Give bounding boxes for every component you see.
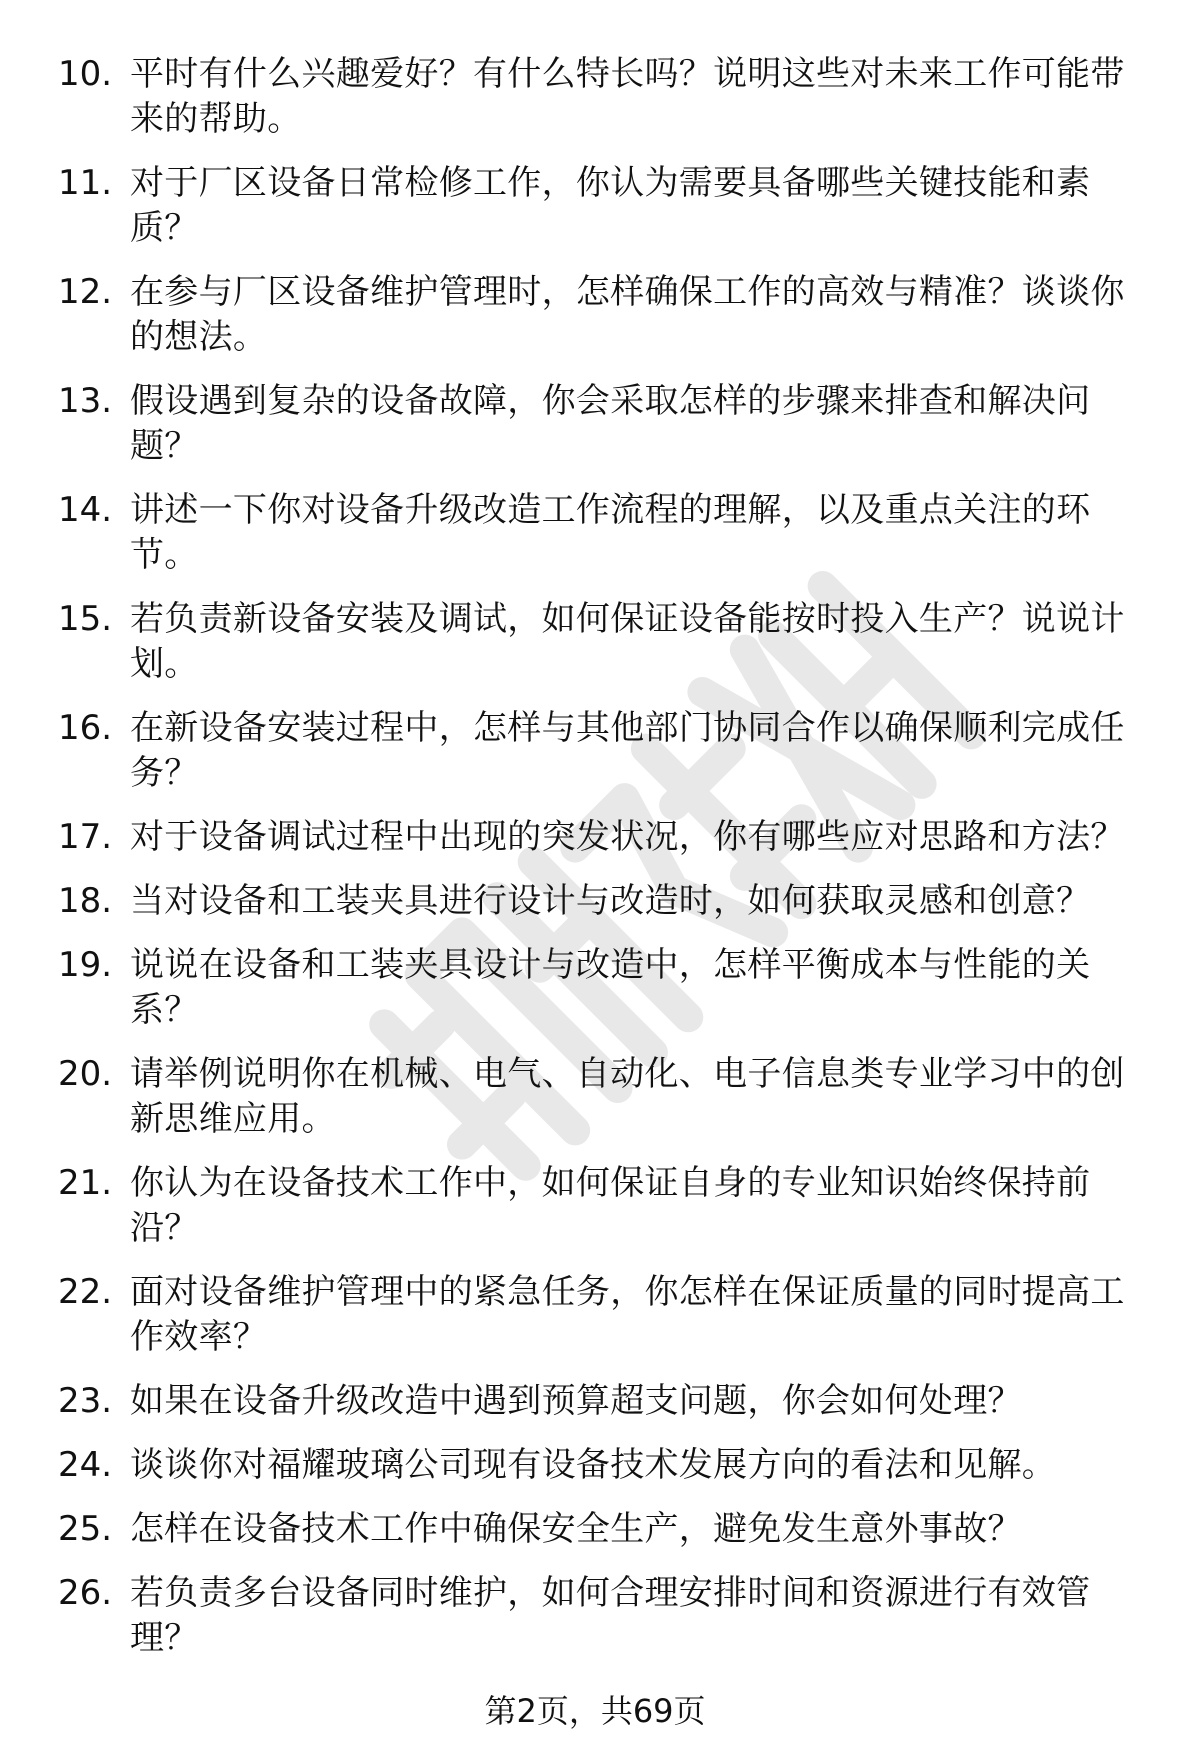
question-item [58, 1507, 1148, 1552]
question-number: 25. [58, 1509, 113, 1549]
question-text: 讲述一下你对设备升级改造工作流程的理解，以及重点关注的环节。 [130, 490, 1091, 575]
question-text: 说说在设备和工装夹具设计与改造中，怎样平衡成本与性能的关系？ [130, 945, 1091, 1030]
page-number-label: 第2页，共69页 [484, 1692, 706, 1730]
question-text: 请举例说明你在机械、电气、自动化、电子信息类专业学习中的创新思维应用。 [130, 1054, 1125, 1139]
question-item [58, 706, 1148, 796]
question-text: 谈谈你对福耀玻璃公司现有设备技术发展方向的看法和见解。 [130, 1445, 1057, 1485]
question-text: 假设遇到复杂的设备故障，你会采取怎样的步骤来排查和解决问题？ [130, 381, 1091, 466]
question-item [58, 379, 1148, 469]
question-item [58, 270, 1148, 360]
question-text: 若负责多台设备同时维护，如何合理安排时间和资源进行有效管理？ [130, 1573, 1091, 1658]
question-item [58, 1571, 1148, 1661]
question-text: 在新设备安装过程中，怎样与其他部门协同合作以确保顺利完成任务？ [130, 708, 1125, 793]
question-item [58, 943, 1148, 1033]
question-item [58, 1161, 1148, 1251]
question-number: 23. [58, 1381, 113, 1421]
question-number: 13. [58, 381, 113, 421]
question-item [58, 815, 1148, 860]
question-number: 17. [58, 817, 113, 857]
question-number: 15. [58, 599, 113, 639]
question-text: 如果在设备升级改造中遇到预算超支问题，你会如何处理？ [130, 1381, 1022, 1421]
question-item [58, 161, 1148, 251]
question-list [58, 52, 1148, 1680]
question-item [58, 488, 1148, 578]
question-item [58, 1270, 1148, 1360]
question-number: 12. [58, 272, 113, 312]
page-footer [0, 1690, 1190, 1732]
question-item [58, 879, 1148, 924]
question-number: 18. [58, 881, 113, 921]
question-text: 当对设备和工装夹具进行设计与改造时，如何获取灵感和创意？ [130, 881, 1091, 921]
question-number: 16. [58, 708, 113, 748]
question-number: 22. [58, 1272, 113, 1312]
question-item [58, 597, 1148, 687]
question-number: 20. [58, 1054, 113, 1094]
question-item [58, 1379, 1148, 1424]
question-number: 24. [58, 1445, 113, 1485]
question-text: 对于设备调试过程中出现的突发状况，你有哪些应对思路和方法？ [130, 817, 1125, 857]
question-number: 21. [58, 1163, 113, 1203]
question-item [58, 52, 1148, 142]
question-number: 11. [58, 163, 113, 203]
question-text: 怎样在设备技术工作中确保安全生产，避免发生意外事故？ [130, 1509, 1022, 1549]
question-number: 14. [58, 490, 113, 530]
question-number: 10. [58, 54, 113, 94]
question-item [58, 1052, 1148, 1142]
question-number: 19. [58, 945, 113, 985]
question-text: 你认为在设备技术工作中，如何保证自身的专业知识始终保持前沿？ [130, 1163, 1091, 1248]
question-text: 平时有什么兴趣爱好？有什么特长吗？说明这些对未来工作可能带来的帮助。 [130, 54, 1125, 139]
question-text: 面对设备维护管理中的紧急任务，你怎样在保证质量的同时提高工作效率？ [130, 1272, 1125, 1357]
question-text: 若负责新设备安装及调试，如何保证设备能按时投入生产？说说计划。 [130, 599, 1125, 684]
question-item [58, 1443, 1148, 1488]
question-text: 对于厂区设备日常检修工作，你认为需要具备哪些关键技能和素质？ [130, 163, 1091, 248]
question-number: 26. [58, 1573, 113, 1613]
question-text: 在参与厂区设备维护管理时，怎样确保工作的高效与精准？谈谈你的想法。 [130, 272, 1125, 357]
